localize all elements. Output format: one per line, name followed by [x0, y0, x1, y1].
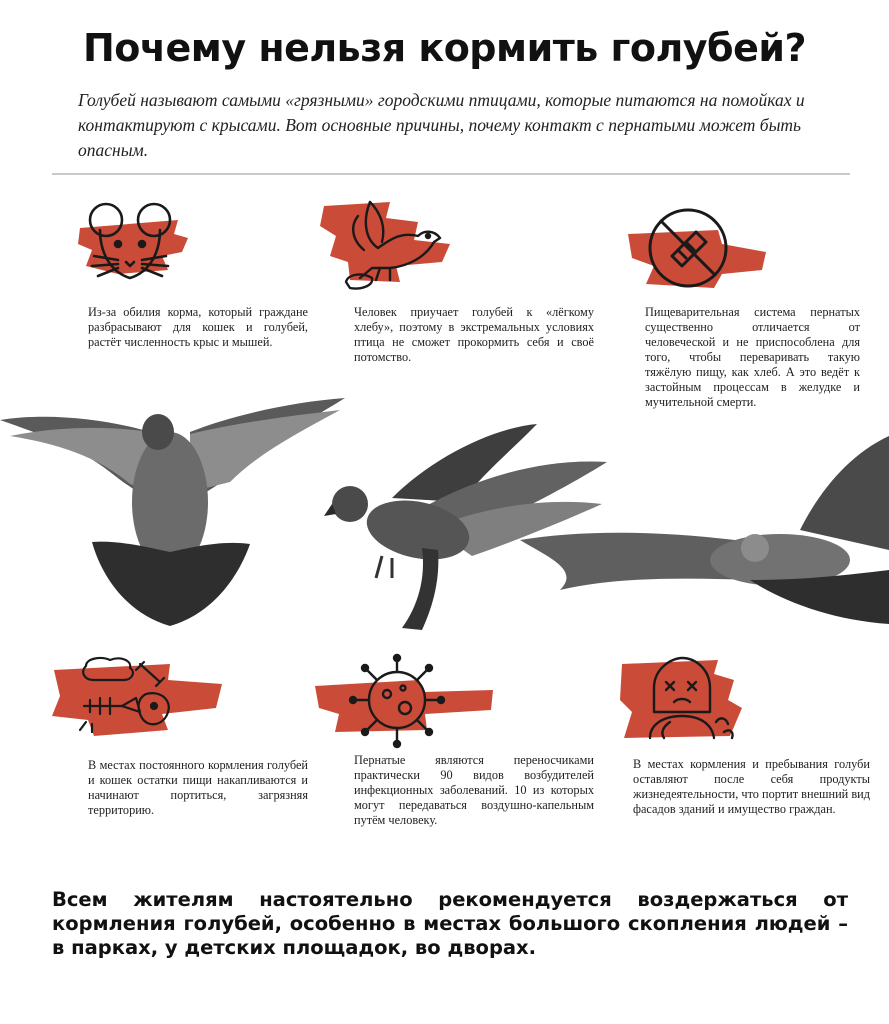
pigeon-photo-right	[520, 430, 889, 635]
reason-text-4: В местах постоянного кормления голубей и кошек остатки пищи накапливаются и начинают портиться, загрязняя территорию.	[88, 758, 308, 817]
pigeon-photo-front	[0, 392, 345, 632]
reason-text-2: Человек приучает голубей к «лёгкому хлебу», поэтому в экстремальных условиях птица не сможет прокормить себя и своё потомство.	[354, 305, 594, 364]
intro-paragraph: Голубей называют самыми «грязными» городскими птицами, которые питаются на помойках и контактируют с крысами. Вот основные причины, почему контакт с пернатыми может быть опасным.	[78, 90, 805, 160]
pigeon-bread-icon	[320, 196, 455, 296]
virus-icon	[315, 652, 495, 750]
recommendation-footer: Всем жителям настоятельно рекомендуется воздержаться от кормления голубей, особенно в местах большого скопления людей – в парках, у детских площадок, во дворах.	[52, 888, 848, 959]
no-bread-icon	[626, 204, 776, 294]
reason-text-3: Пищеварительная система пернатых существенно отличается от человеческой и не приспособлена для того, чтобы переваривать такую тяжёлую пищу, как хлеб. А это ведёт к застойным процессам в желудке и мучительной смерти.	[645, 305, 860, 409]
page-title: Почему нельзя кормить голубей?	[82, 26, 807, 70]
sick-person-icon	[620, 652, 760, 744]
rat-icon	[78, 200, 193, 290]
food-waste-icon	[50, 650, 225, 750]
reason-text-1: Из-за обилия корма, который граждане разбрасывают для кошек и голубей, растёт численность крыс и мышей.	[88, 305, 308, 349]
reason-text-6: В местах кормления и пребывания голуби оставляют после себя продукты жизнедеятельности, что портит внешний вид фасадов зданий и имущество граждан.	[633, 757, 870, 816]
reason-text-5: Пернатые являются переносчиками практически 90 видов возбудителей инфекционных заболеваний. 10 из которых могут передаваться воздушно-капельным путём человеку.	[354, 753, 594, 827]
divider	[52, 173, 850, 175]
